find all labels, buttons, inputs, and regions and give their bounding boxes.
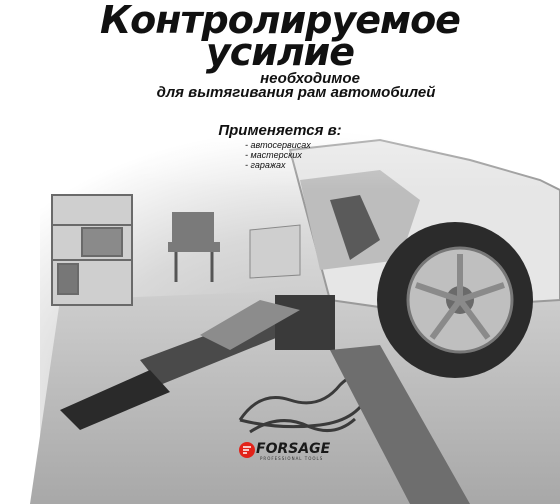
subtitle-line1: необходимое (260, 70, 360, 87)
applies-item: - мастерских (245, 150, 302, 160)
brand-tagline: PROFESSIONAL TOOLS (260, 456, 324, 461)
headline-line1: Контролируемое (100, 0, 460, 42)
subtitle-line2: для вытягивания рам автомобилей (156, 84, 436, 101)
applies-list (245, 140, 311, 170)
brand-logo (238, 441, 334, 463)
workshop-shelves (52, 195, 132, 305)
brand-name: FORSAGE (256, 441, 331, 457)
brand-emblem-icon (238, 441, 256, 459)
headline-line2: усилие (205, 30, 355, 74)
applies-item: - автосервисах (245, 140, 311, 150)
applies-item: - гаражах (245, 160, 286, 170)
applies-heading: Применяется в: (218, 122, 342, 139)
car-wheel (377, 222, 533, 378)
